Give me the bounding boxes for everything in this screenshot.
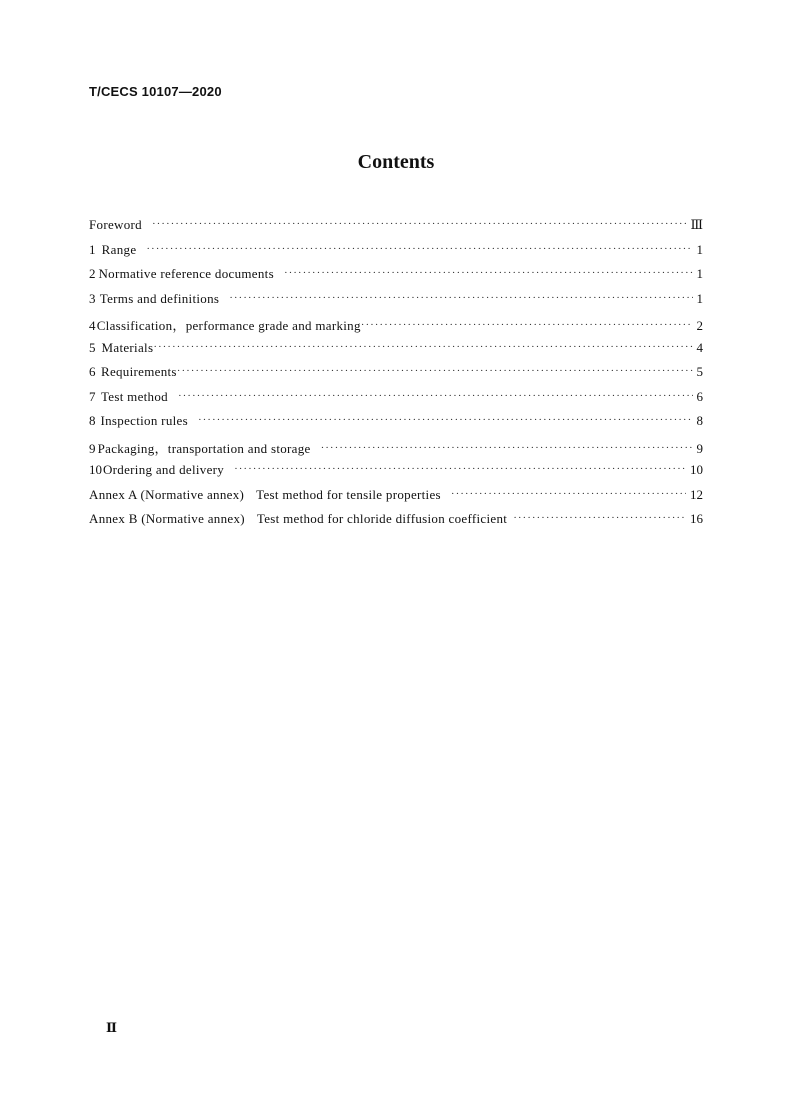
toc-entry-number: 8 [89,413,96,428]
toc-entry-number: 1 [89,241,96,257]
toc-entry-number: 6 [89,364,96,379]
toc-entry-6[interactable] [89,364,703,389]
toc-entry-annex-a[interactable] [89,487,703,512]
toc-leader-dots [178,390,693,402]
toc-entry-label: Normative reference documents [98,266,274,281]
toc-entry-page: Ⅲ [690,217,703,232]
toc-entry-label: Test method for chloride diffusion coefficient [256,511,508,526]
toc-entry-page: 8 [696,413,703,428]
toc-entry-page: 6 [696,388,703,404]
toc-entry-3[interactable] [89,291,703,316]
toc-entry-7[interactable] [89,389,703,414]
toc-entry-label: Packaging，transportation and storage [97,440,311,456]
toc-entry-number: 4 [89,318,96,333]
toc-entry-page: 9 [696,440,703,456]
toc-leader-dots [153,341,692,353]
toc-leader-dots [234,463,686,475]
toc-leader-dots [284,267,693,279]
toc-entry-label: Inspection rules [100,413,188,428]
toc-entry-label: Materials [101,339,154,355]
toc-entry-page: 1 [696,290,703,306]
toc-entry-1[interactable] [89,242,703,267]
toc-entry-number: 5 [89,339,96,355]
toc-leader-dots [361,319,693,331]
toc-entry-page: 10 [690,462,703,477]
toc-leader-dots [198,414,693,426]
toc-entry-label: Test method for tensile properties [256,486,441,502]
toc-entry-8[interactable] [89,413,703,438]
toc-entry-2[interactable] [89,266,703,291]
toc-annex-tag: Annex A (Normative annex) [89,486,245,502]
toc-entry-page: 12 [690,486,703,502]
page-number: Ⅱ [106,1020,117,1035]
toc-entry-9[interactable] [89,438,703,463]
toc-entry-number: 9 [89,440,96,456]
toc-leader-dots [321,442,693,454]
toc-entry-number: 3 [89,290,96,306]
toc-entry-page: 1 [696,266,703,281]
standard-code: T/CECS 10107—2020 [89,84,222,99]
toc-leader-dots [513,512,686,524]
toc-annex-tag: Annex B (Normative annex) [89,511,245,526]
table-of-contents [89,217,703,536]
toc-entry-label: Classification，performance grade and marking [96,318,361,333]
toc-leader-dots [451,488,686,500]
toc-entry-page: 16 [690,511,703,526]
toc-leader-dots [152,218,687,230]
toc-entry-label: Test method [100,388,168,404]
toc-entry-4[interactable] [89,315,703,340]
toc-leader-dots [177,365,693,377]
page-title: Contents [357,151,435,173]
toc-entry-page: 1 [696,241,703,257]
toc-leader-dots [229,292,692,304]
toc-entry-page: 5 [696,364,703,379]
toc-entry-5[interactable] [89,340,703,365]
toc-entry-10[interactable] [89,462,703,487]
toc-entry-label: Terms and definitions [99,290,220,306]
toc-entry-number: 10 [89,462,102,477]
toc-leader-dots [146,243,692,255]
toc-entry-number: 7 [89,388,96,404]
toc-entry-label: Range [101,241,137,257]
toc-entry-label: Requirements [100,364,177,379]
toc-entry-number: 2 [89,266,96,281]
toc-entry-label: Foreword [89,217,142,232]
toc-entry-foreword[interactable] [89,217,703,242]
toc-entry-page: 4 [696,339,703,355]
toc-entry-annex-b[interactable] [89,511,703,536]
toc-entry-page: 2 [696,318,703,333]
toc-entry-label: Ordering and delivery [102,462,225,477]
